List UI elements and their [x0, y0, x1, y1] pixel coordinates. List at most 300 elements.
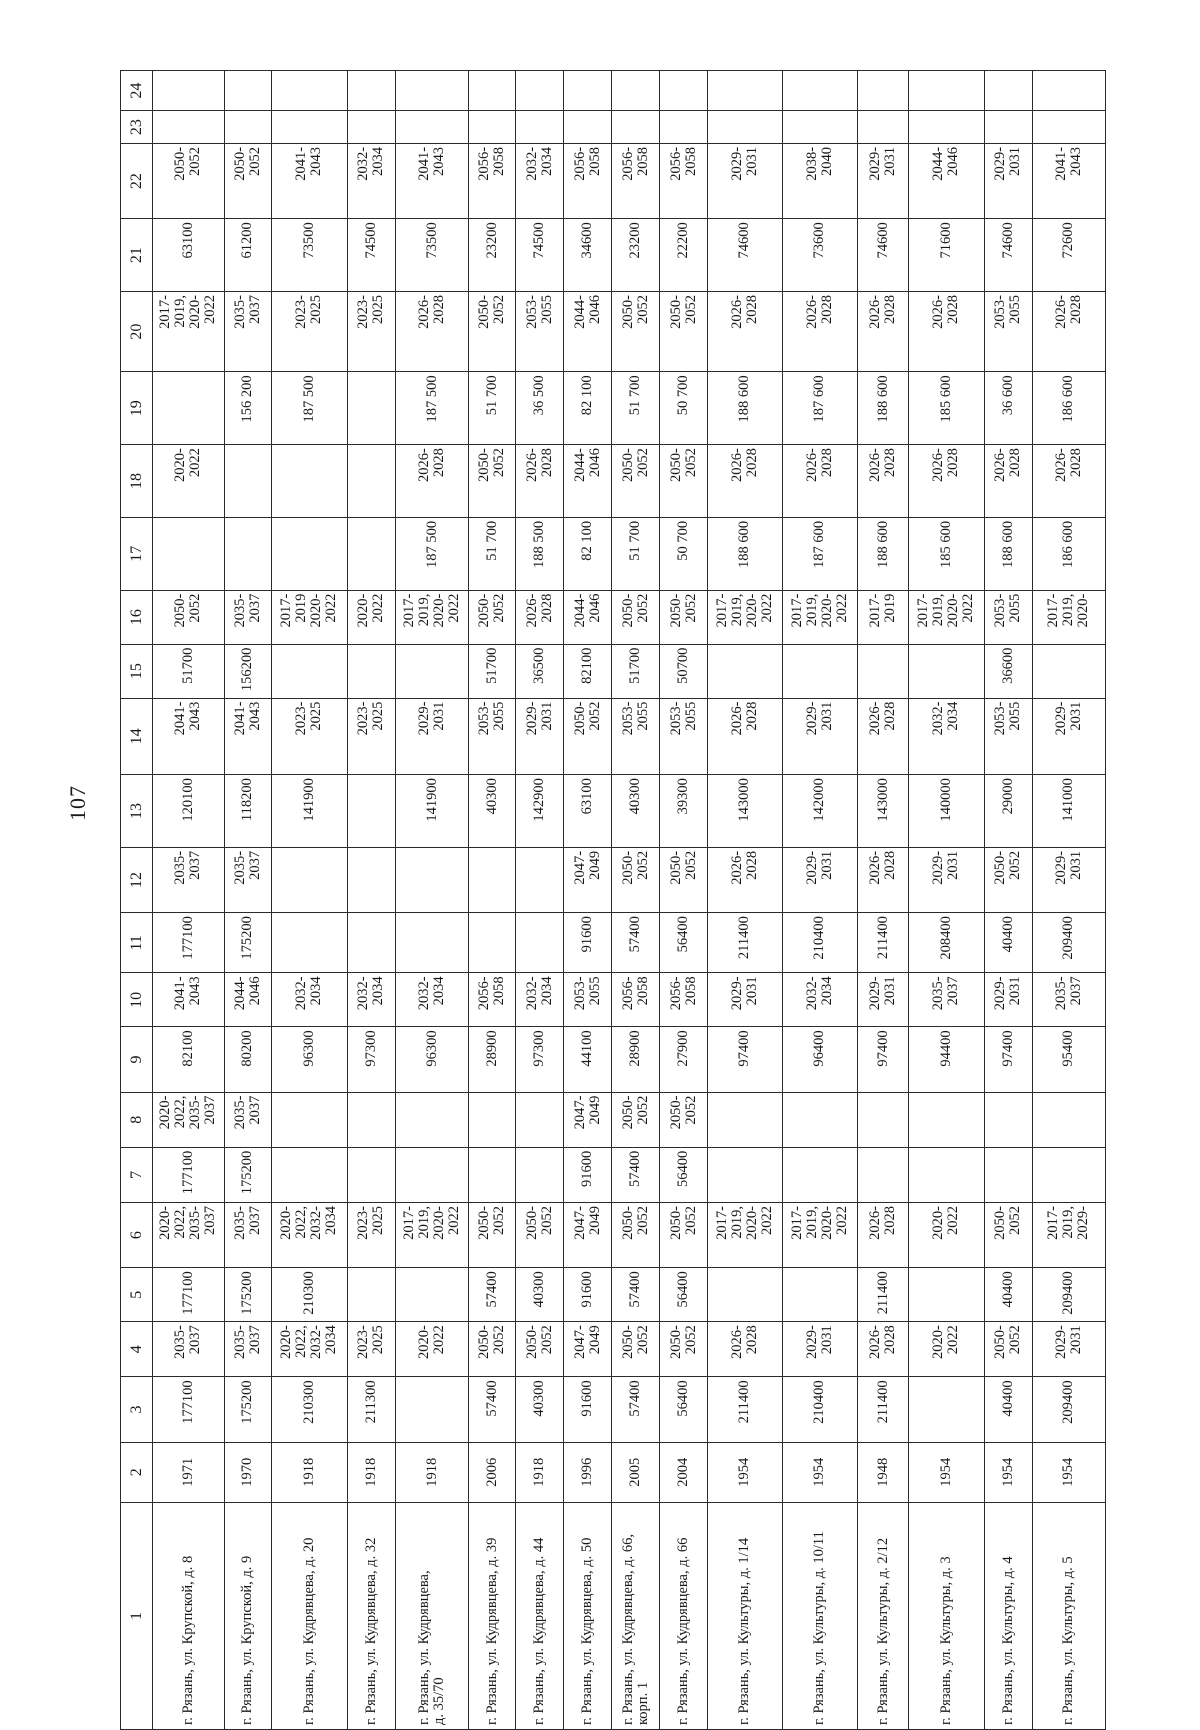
- table-cell: 2029- 2031: [395, 698, 468, 775]
- table-cell: 27900: [660, 1027, 707, 1092]
- table-cell: 2050- 2052: [660, 292, 707, 372]
- table-cell: 2026- 2028: [1032, 445, 1105, 518]
- table-row: [858, 71, 909, 1730]
- table-cell: [984, 1147, 1032, 1202]
- table-cell: 177100: [153, 1268, 224, 1322]
- table-cell: 1918: [271, 1442, 347, 1502]
- table-cell: 2017- 2019, 2020- 2022: [909, 590, 984, 644]
- table-cell: [395, 1377, 468, 1442]
- table-cell: [271, 1092, 347, 1147]
- table-cell: 2017- 2019, 2020-: [1032, 590, 1105, 644]
- table-cell: 2020- 2022: [153, 445, 224, 518]
- table-cell: 96300: [271, 1027, 347, 1092]
- table-cell: 2050- 2052: [224, 143, 271, 218]
- table-cell: [782, 71, 857, 111]
- table-cell: [782, 1268, 857, 1322]
- table-cell: 2041- 2043: [153, 698, 224, 775]
- table-cell: 175200: [224, 1147, 271, 1202]
- table-cell: 2017- 2019, 2020- 2022: [782, 1202, 857, 1267]
- table-cell: [909, 71, 984, 111]
- table-cell: [469, 71, 516, 111]
- table-cell: 175200: [224, 1268, 271, 1322]
- table-cell: 2050- 2052: [469, 445, 516, 518]
- table-cell: 51700: [469, 644, 516, 698]
- table-cell: [469, 913, 516, 973]
- table-cell: 51 700: [469, 517, 516, 590]
- table-cell: 2029- 2031: [782, 847, 857, 912]
- table-cell: [395, 111, 468, 144]
- table-cell: 51700: [612, 644, 660, 698]
- table-cell: 118200: [224, 775, 271, 848]
- table-cell: 188 600: [858, 372, 909, 445]
- table-cell: [782, 1092, 857, 1147]
- table-cell: [516, 1092, 564, 1147]
- table-cell: 2050- 2052: [660, 847, 707, 912]
- table-cell: 2056- 2058: [564, 143, 612, 218]
- table-cell: 175200: [224, 913, 271, 973]
- table-cell: [347, 1092, 395, 1147]
- table-row: [612, 71, 660, 1730]
- table-cell: [347, 445, 395, 518]
- address-cell: г. Рязань, ул. Кудрявцева, д. 50: [564, 1502, 612, 1729]
- table-cell: 187 600: [782, 372, 857, 445]
- table-cell: 2047- 2049: [564, 847, 612, 912]
- table-cell: 2029- 2031: [782, 698, 857, 775]
- table-cell: [347, 517, 395, 590]
- table-cell: 2035- 2037: [224, 1202, 271, 1267]
- table-cell: 2029- 2031: [984, 143, 1032, 218]
- table-cell: [1032, 71, 1105, 111]
- table-cell: 2029- 2031: [858, 143, 909, 218]
- table-cell: 2044- 2046: [564, 292, 612, 372]
- table-cell: 2006: [469, 1442, 516, 1502]
- table-cell: [469, 1092, 516, 1147]
- table-cell: 2047- 2049: [564, 1322, 612, 1377]
- table-cell: 73500: [395, 219, 468, 292]
- table-cell: 2050- 2052: [469, 590, 516, 644]
- table-row: [469, 71, 516, 1730]
- table-cell: [984, 1092, 1032, 1147]
- table-cell: 186 600: [1032, 517, 1105, 590]
- table-cell: 187 500: [395, 517, 468, 590]
- table-cell: [707, 1268, 782, 1322]
- column-number: 11: [121, 913, 153, 973]
- table-cell: [153, 111, 224, 144]
- table-cell: 2020- 2022, 2032- 2034: [271, 1322, 347, 1377]
- table-cell: 187 500: [395, 372, 468, 445]
- table-cell: 209400: [1032, 913, 1105, 973]
- table-cell: 211400: [858, 1377, 909, 1442]
- table-cell: 2050- 2052: [612, 1202, 660, 1267]
- table-cell: 2020- 2022: [909, 1202, 984, 1267]
- table-cell: 141000: [1032, 775, 1105, 848]
- table-cell: 188 600: [858, 517, 909, 590]
- table-cell: 175200: [224, 1377, 271, 1442]
- table-cell: 2026- 2028: [909, 292, 984, 372]
- table-cell: [347, 913, 395, 973]
- table-cell: 2047- 2049: [564, 1202, 612, 1267]
- table-cell: 2026- 2028: [782, 445, 857, 518]
- address-cell: г. Рязань, ул. Кудрявцева, д. 66, корп. 1: [612, 1502, 660, 1729]
- table-cell: [858, 71, 909, 111]
- table-cell: 50 700: [660, 372, 707, 445]
- table-cell: 73500: [271, 219, 347, 292]
- table-cell: [271, 644, 347, 698]
- table-cell: 2026- 2028: [909, 445, 984, 518]
- table-cell: 51700: [153, 644, 224, 698]
- table-cell: 39300: [660, 775, 707, 848]
- table-cell: [909, 644, 984, 698]
- address-cell: г. Рязань, ул. Кудрявцева, д. 20: [271, 1502, 347, 1729]
- table-cell: 142900: [516, 775, 564, 848]
- table-row: [1032, 71, 1105, 1730]
- table-cell: 2053- 2055: [469, 698, 516, 775]
- table-cell: 40300: [612, 775, 660, 848]
- column-number: 24: [121, 71, 153, 111]
- table-cell: [909, 1092, 984, 1147]
- table-cell: 2017- 2019, 2020- 2022: [153, 292, 224, 372]
- table-cell: 57400: [612, 913, 660, 973]
- table-cell: 211300: [347, 1377, 395, 1442]
- table-cell: 2026- 2028: [707, 1322, 782, 1377]
- table-cell: 29000: [984, 775, 1032, 848]
- table-cell: 73600: [782, 219, 857, 292]
- table-cell: 2050- 2052: [516, 1322, 564, 1377]
- table-cell: 143000: [707, 775, 782, 848]
- table-cell: 2032- 2034: [782, 973, 857, 1027]
- table-cell: 188 500: [516, 517, 564, 590]
- table-cell: [612, 71, 660, 111]
- table-cell: 2026- 2028: [707, 698, 782, 775]
- table-cell: 2041- 2043: [1032, 143, 1105, 218]
- table-cell: 186 600: [1032, 372, 1105, 445]
- address-cell: г. Рязань, ул. Культуры, д. 5: [1032, 1502, 1105, 1729]
- table-cell: [858, 1147, 909, 1202]
- table-cell: [347, 71, 395, 111]
- table-row: [153, 71, 224, 1730]
- column-number: 7: [121, 1147, 153, 1202]
- table-cell: [707, 1147, 782, 1202]
- table-cell: 210300: [271, 1377, 347, 1442]
- table-cell: [984, 71, 1032, 111]
- table-cell: 2023- 2025: [271, 292, 347, 372]
- table-cell: 2029- 2031: [1032, 698, 1105, 775]
- table-cell: 2020- 2022: [909, 1322, 984, 1377]
- table-cell: 2023- 2025: [271, 698, 347, 775]
- table-cell: 2038- 2040: [782, 143, 857, 218]
- table-cell: 2056- 2058: [612, 973, 660, 1027]
- table-cell: 2050- 2052: [153, 590, 224, 644]
- table-cell: [858, 644, 909, 698]
- table-cell: [271, 445, 347, 518]
- table-cell: [707, 644, 782, 698]
- table-cell: 40400: [984, 1377, 1032, 1442]
- table-cell: 74600: [707, 219, 782, 292]
- table-cell: 2035- 2037: [224, 1092, 271, 1147]
- table-cell: 57400: [612, 1268, 660, 1322]
- table-cell: [271, 517, 347, 590]
- address-cell: г. Рязань, ул. Крупской, д. 9: [224, 1502, 271, 1729]
- table-cell: 2056- 2058: [469, 973, 516, 1027]
- table-cell: 1954: [909, 1442, 984, 1502]
- table-cell: [347, 644, 395, 698]
- table-cell: 2029- 2031: [858, 973, 909, 1027]
- table-cell: 82100: [564, 644, 612, 698]
- table-cell: 209400: [1032, 1268, 1105, 1322]
- address-cell: г. Рязань, ул. Крупской, д. 8: [153, 1502, 224, 1729]
- table-cell: 210300: [271, 1268, 347, 1322]
- table-cell: 142000: [782, 775, 857, 848]
- table-cell: 2050- 2052: [516, 1202, 564, 1267]
- table-cell: [347, 111, 395, 144]
- table-cell: 74500: [347, 219, 395, 292]
- table-cell: 2044- 2046: [564, 445, 612, 518]
- table-cell: [516, 913, 564, 973]
- table-cell: 97400: [984, 1027, 1032, 1092]
- table-cell: [224, 517, 271, 590]
- table-cell: 2029- 2031: [707, 973, 782, 1027]
- table-cell: 82 100: [564, 517, 612, 590]
- table-cell: 71600: [909, 219, 984, 292]
- table-cell: 185 600: [909, 517, 984, 590]
- table-cell: [782, 1147, 857, 1202]
- table-cell: [271, 913, 347, 973]
- table-cell: 2020- 2022: [347, 590, 395, 644]
- table-cell: 2053- 2055: [984, 292, 1032, 372]
- table-cell: [347, 847, 395, 912]
- table-cell: [395, 1268, 468, 1322]
- table-cell: 2053- 2055: [984, 590, 1032, 644]
- table-cell: 40300: [516, 1268, 564, 1322]
- table-cell: 2050- 2052: [612, 1322, 660, 1377]
- table-cell: 2050- 2052: [660, 590, 707, 644]
- table-cell: 2029- 2031: [707, 143, 782, 218]
- table-cell: 2026- 2028: [782, 292, 857, 372]
- table-cell: 51 700: [612, 372, 660, 445]
- table-cell: 2029- 2031: [516, 698, 564, 775]
- data-table: [120, 70, 1106, 1730]
- table-cell: [707, 1092, 782, 1147]
- table-cell: 2017- 2019, 2029-: [1032, 1202, 1105, 1267]
- table-cell: 61200: [224, 219, 271, 292]
- table-cell: 211400: [858, 913, 909, 973]
- table-cell: [347, 1147, 395, 1202]
- table-cell: 2035- 2037: [224, 590, 271, 644]
- table-cell: 1996: [564, 1442, 612, 1502]
- table-cell: [516, 111, 564, 144]
- table-cell: 57400: [612, 1377, 660, 1442]
- table-cell: 40400: [984, 913, 1032, 973]
- table-cell: 2026- 2028: [984, 445, 1032, 518]
- table-cell: 80200: [224, 1027, 271, 1092]
- table-cell: 210400: [782, 1377, 857, 1442]
- table-cell: 2056- 2058: [660, 973, 707, 1027]
- table-cell: 2029- 2031: [1032, 847, 1105, 912]
- table-sheet: [120, 70, 1106, 1730]
- table-cell: [395, 71, 468, 111]
- table-cell: [909, 111, 984, 144]
- table-cell: [858, 1092, 909, 1147]
- table-row: [224, 71, 271, 1730]
- column-number: 14: [121, 698, 153, 775]
- table-cell: 1918: [395, 1442, 468, 1502]
- table-cell: 2050- 2052: [612, 847, 660, 912]
- table-cell: 82 100: [564, 372, 612, 445]
- table-cell: 97300: [516, 1027, 564, 1092]
- table-cell: 2050- 2052: [984, 847, 1032, 912]
- column-number: 15: [121, 644, 153, 698]
- table-cell: [395, 644, 468, 698]
- table-cell: 2044- 2046: [564, 590, 612, 644]
- table-cell: 2029- 2031: [984, 973, 1032, 1027]
- table-cell: 177100: [153, 1377, 224, 1442]
- table-cell: 40300: [516, 1377, 564, 1442]
- table-cell: [469, 1147, 516, 1202]
- table-cell: [395, 913, 468, 973]
- column-number: 3: [121, 1377, 153, 1442]
- table-cell: 95400: [1032, 1027, 1105, 1092]
- table-cell: 2035- 2037: [224, 1322, 271, 1377]
- column-number: 13: [121, 775, 153, 848]
- table-cell: 2023- 2025: [347, 292, 395, 372]
- table-cell: 63100: [564, 775, 612, 848]
- table-cell: 2053- 2055: [984, 698, 1032, 775]
- table-cell: 2004: [660, 1442, 707, 1502]
- table-cell: 177100: [153, 1147, 224, 1202]
- table-cell: 97400: [858, 1027, 909, 1092]
- table-cell: 2032- 2034: [271, 973, 347, 1027]
- address-cell: г. Рязань, ул. Культуры, д. 10/11: [782, 1502, 857, 1729]
- table-cell: [153, 372, 224, 445]
- table-cell: [1032, 644, 1105, 698]
- table-cell: 2041- 2043: [395, 143, 468, 218]
- table-cell: 211400: [858, 1268, 909, 1322]
- column-number: 17: [121, 517, 153, 590]
- table-cell: 188 600: [707, 372, 782, 445]
- table-cell: 1971: [153, 1442, 224, 1502]
- table-cell: [224, 111, 271, 144]
- table-row: [909, 71, 984, 1730]
- table-cell: [516, 71, 564, 111]
- column-number: 18: [121, 445, 153, 518]
- table-cell: [153, 517, 224, 590]
- page-number: 107: [65, 785, 90, 821]
- table-cell: 188 600: [707, 517, 782, 590]
- table-cell: 23200: [469, 219, 516, 292]
- table-cell: 57400: [612, 1147, 660, 1202]
- table-row: [516, 71, 564, 1730]
- table-cell: [347, 1268, 395, 1322]
- table-cell: 56400: [660, 1377, 707, 1442]
- address-cell: г. Рязань, ул. Культуры, д. 1/14: [707, 1502, 782, 1729]
- table-cell: 2050- 2052: [984, 1202, 1032, 1267]
- table-cell: 56400: [660, 913, 707, 973]
- table-cell: 2026- 2028: [858, 698, 909, 775]
- table-row: [660, 71, 707, 1730]
- table-cell: 96400: [782, 1027, 857, 1092]
- table-cell: [1032, 1147, 1105, 1202]
- table-cell: 140000: [909, 775, 984, 848]
- table-cell: 156 200: [224, 372, 271, 445]
- table-cell: 74600: [984, 219, 1032, 292]
- table-cell: 2053- 2055: [564, 973, 612, 1027]
- table-cell: [1032, 111, 1105, 144]
- table-cell: 2050- 2052: [153, 143, 224, 218]
- table-cell: 2041- 2043: [153, 973, 224, 1027]
- table-cell: 34600: [564, 219, 612, 292]
- table-cell: 1954: [984, 1442, 1032, 1502]
- table-cell: 2026- 2028: [858, 292, 909, 372]
- table-cell: [469, 847, 516, 912]
- table-cell: 23200: [612, 219, 660, 292]
- table-cell: 2026- 2028: [707, 292, 782, 372]
- table-cell: [224, 445, 271, 518]
- table-cell: 51 700: [612, 517, 660, 590]
- table-cell: 1954: [1032, 1442, 1105, 1502]
- table-cell: 2020- 2022, 2035- 2037: [153, 1202, 224, 1267]
- table-cell: 2017- 2019, 2020- 2022: [707, 1202, 782, 1267]
- table-cell: 2050- 2052: [612, 1092, 660, 1147]
- table-cell: 28900: [469, 1027, 516, 1092]
- table-cell: 36600: [984, 644, 1032, 698]
- table-cell: 82100: [153, 1027, 224, 1092]
- table-cell: 97300: [347, 1027, 395, 1092]
- table-cell: 2026- 2028: [858, 1322, 909, 1377]
- table-cell: 211400: [707, 913, 782, 973]
- table-cell: 1954: [782, 1442, 857, 1502]
- table-cell: 210400: [782, 913, 857, 973]
- table-cell: 40300: [469, 775, 516, 848]
- table-cell: [395, 847, 468, 912]
- table-cell: 56400: [660, 1147, 707, 1202]
- table-cell: 2050- 2052: [469, 1322, 516, 1377]
- table-cell: 208400: [909, 913, 984, 973]
- column-number: 20: [121, 292, 153, 372]
- table-cell: 2029- 2031: [782, 1322, 857, 1377]
- table-cell: 56400: [660, 1268, 707, 1322]
- table-cell: 2020- 2022, 2032- 2034: [271, 1202, 347, 1267]
- column-number: 12: [121, 847, 153, 912]
- table-cell: 1918: [347, 1442, 395, 1502]
- column-number: 16: [121, 590, 153, 644]
- table-cell: 94400: [909, 1027, 984, 1092]
- table-cell: 2020- 2022: [395, 1322, 468, 1377]
- table-cell: 2056- 2058: [660, 143, 707, 218]
- table-cell: [909, 1377, 984, 1442]
- table-cell: 2026- 2028: [707, 847, 782, 912]
- table-row: [564, 71, 612, 1730]
- address-cell: г. Рязань, ул. Культуры, д. 2/12: [858, 1502, 909, 1729]
- table-cell: 2041- 2043: [271, 143, 347, 218]
- table-cell: 2050- 2052: [612, 590, 660, 644]
- table-cell: 2050- 2052: [984, 1322, 1032, 1377]
- table-cell: [153, 71, 224, 111]
- table-cell: 2026- 2028: [516, 590, 564, 644]
- table-cell: 36 500: [516, 372, 564, 445]
- table-cell: 91600: [564, 1377, 612, 1442]
- table-cell: 177100: [153, 913, 224, 973]
- table-cell: 97400: [707, 1027, 782, 1092]
- column-number: 21: [121, 219, 153, 292]
- table-row: [395, 71, 468, 1730]
- table-cell: [858, 111, 909, 144]
- table-cell: 2032- 2034: [516, 973, 564, 1027]
- column-number: 9: [121, 1027, 153, 1092]
- table-cell: 2050- 2052: [660, 1202, 707, 1267]
- table-row: [707, 71, 782, 1730]
- table-cell: 2035- 2037: [224, 292, 271, 372]
- table-cell: 2035- 2037: [909, 973, 984, 1027]
